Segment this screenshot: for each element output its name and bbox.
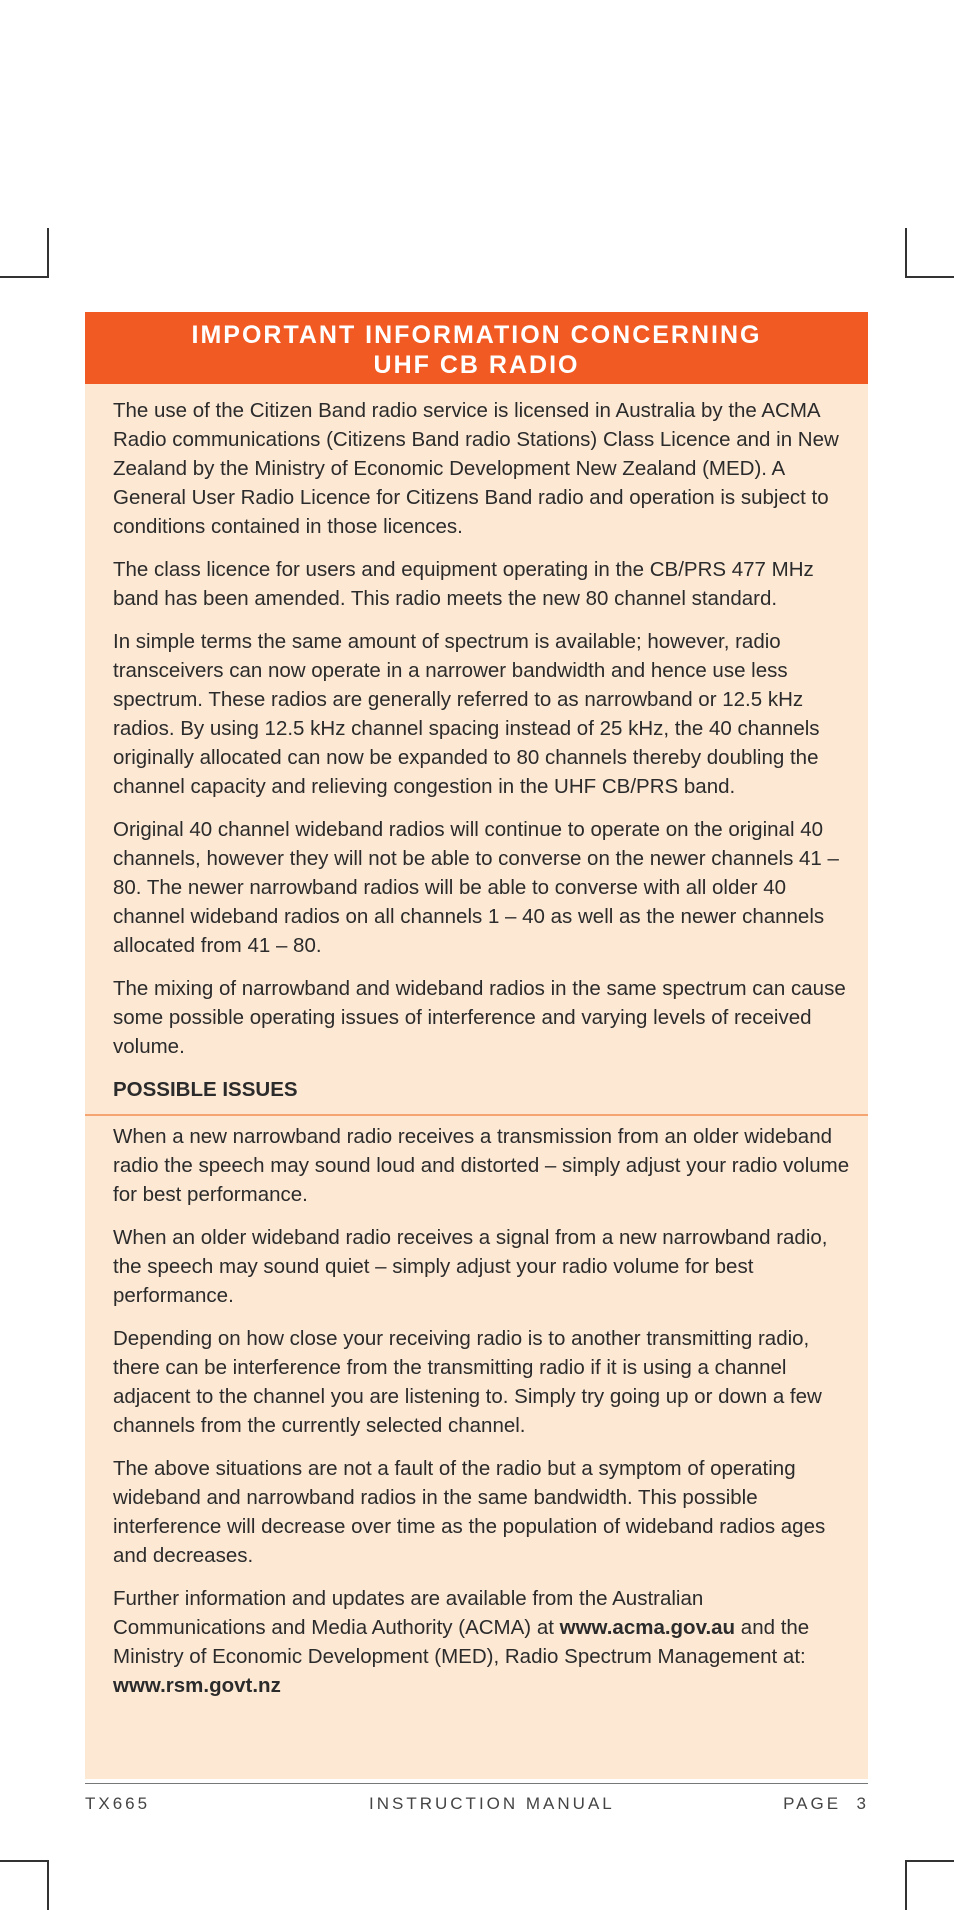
heading-divider	[85, 1114, 868, 1116]
crop-mark-bottom-left-horizontal	[0, 1860, 49, 1862]
crop-mark-top-right-horizontal	[905, 276, 954, 278]
issues-list	[113, 1122, 861, 1700]
crop-mark-top-right-vertical	[905, 228, 907, 278]
section-banner	[85, 312, 868, 384]
rsm-link: www.rsm.govt.nz	[113, 1674, 281, 1697]
possible-issues-heading: POSSIBLE ISSUES	[113, 1078, 298, 1101]
issue-interference: Depending on how close your receiving radio is to another transmitting radio, there can be interference from the transmitting radio if it is using a channel adjacent to the channel you are listening to. Simply try going up or down a few channels from the currently selected channel.	[113, 1327, 822, 1437]
banner-title-line2: UHF CB RADIO	[373, 351, 580, 379]
footer-divider	[85, 1783, 868, 1784]
main-content	[113, 396, 861, 1714]
paragraph-further-info	[113, 1584, 861, 1700]
paragraph-licensing: The use of the Citizen Band radio service is licensed in Australia by the ACMA Radio communications (Citizens Band radio Stations) Class Licence and in New Zealand by the Ministry of Economic Development New Zealand (MED). A General User Radio Licence for Citizens Band radio and operation is subject to conditions contained in those licences.	[113, 399, 839, 538]
crop-mark-bottom-left-vertical	[47, 1860, 49, 1910]
further-info-text2: and the Ministry of Economic Development (MED), Radio Spectrum Management at:	[113, 1616, 810, 1668]
crop-mark-top-left-vertical	[47, 228, 49, 278]
issue-not-a-fault: The above situations are not a fault of the radio but a symptom of operating wideband and narrowband radios in the same bandwidth. This possible interference will decrease over time as the population of wideband radios ages and decreases.	[113, 1457, 826, 1567]
crop-mark-top-left-horizontal	[0, 276, 49, 278]
acma-link: www.acma.gov.au	[559, 1616, 736, 1639]
paragraph-narrowband: In simple terms the same amount of spectrum is available; however, radio transceivers can now operate in a narrower bandwidth and hence use less spectrum. These radios are generally referred to as narrowband or 12.5 kHz radios. By using 12.5 kHz channel spacing instead of 25 kHz, the 40 channels originally allocated can now be expanded to 80 channels thereby doubling the channel capacity and relieving congestion in the UHF CB/PRS band.	[113, 630, 820, 798]
crop-mark-bottom-right-vertical	[905, 1860, 907, 1910]
footer-model: TX665	[85, 1794, 151, 1813]
paragraph-class-licence: The class licence for users and equipment operating in the CB/PRS 477 MHz band has been amended. This radio meets the new 80 channel standard.	[113, 558, 814, 610]
banner-title-line1: IMPORTANT INFORMATION CONCERNING	[191, 321, 762, 349]
issue-quiet: When an older wideband radio receives a signal from a new narrowband radio, the speech may sound quiet – simply adjust your radio volume for best performance.	[113, 1226, 828, 1307]
issue-loud-distorted: When a new narrowband radio receives a transmission from an older wideband radio the speech may sound loud and distorted – simply adjust your radio volume for best performance.	[113, 1125, 850, 1206]
paragraph-wideband: Original 40 channel wideband radios will continue to operate on the original 40 channels, however they will not be able to converse on the newer channels 41 – 80. The newer narrowband radios will be able to converse with all older 40 channel wideband radios on all channels 1 – 40 as well as the newer channels allocated from 41 – 80.	[113, 818, 839, 957]
footer-page-number: PAGE 3	[783, 1794, 869, 1813]
crop-mark-bottom-right-horizontal	[905, 1860, 954, 1862]
footer-title: INSTRUCTION MANUAL	[369, 1794, 615, 1813]
paragraph-mixing: The mixing of narrowband and wideband radios in the same spectrum can cause some possible operating issues of interference and varying levels of received volume.	[113, 977, 846, 1058]
further-info-text1: Further information and updates are available from the Australian Communications and Media Authority (ACMA) at	[113, 1587, 704, 1639]
